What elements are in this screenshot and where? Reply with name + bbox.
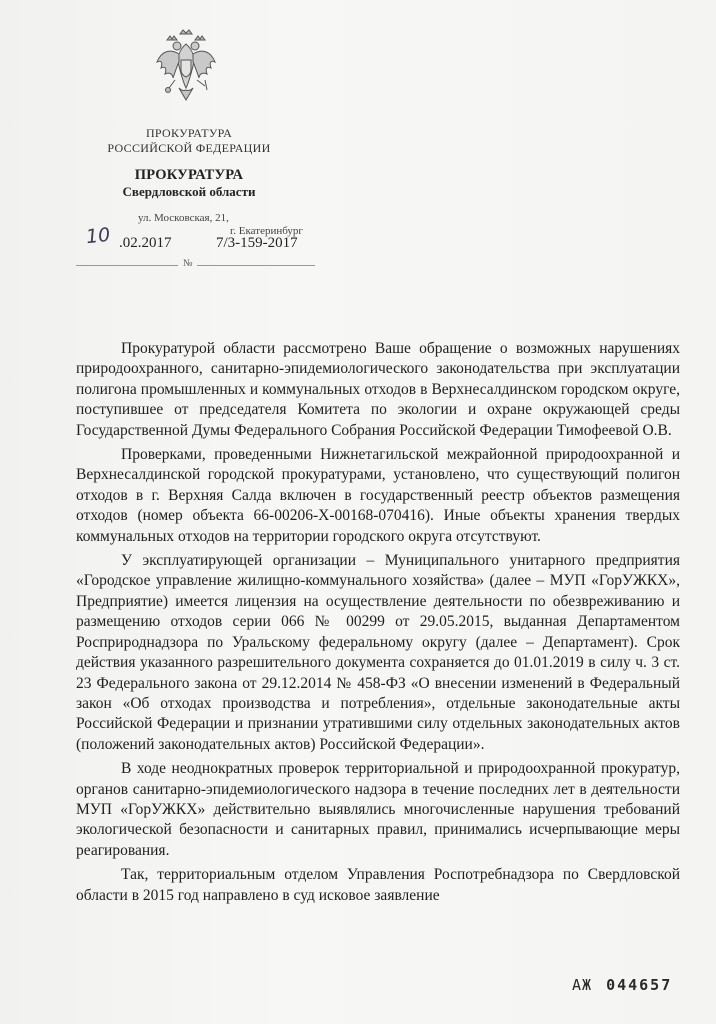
org-name-line1: ПРОКУРАТУРА [145, 126, 233, 140]
number-underline [197, 265, 315, 266]
paragraph: В ходе неоднократных проверок территориальной и природоохранной прокуратур, органов санитарно-эпидемиологического надзора в течение последних лет в деятельности МУП «ГорУЖКХ» действительно выявлялись многочисленные нарушения требований экологической безопасности и санитарных правил, принимались исчерпывающие меры реагирования. [76, 760, 680, 859]
paragraph: Прокуратурой области рассмотрено Ваше обращение о возможных нарушениях природоохранного, санитарно-эпидемиологического законодательства при эксплуатации полигона промышленных и коммунальных отходов в Верхнесалдинском городском округе, поступившее от председателя Комитета по экологии и охране окружающей среды Государственной Думы Федерального Собрания Российской Федерации Тимофеевой О.В. [76, 340, 680, 439]
number-sign: № [183, 258, 193, 269]
registration-number: 7/3-159-2017 [216, 235, 298, 251]
org-name-line2: РОССИЙСКОЙ ФЕДЕРАЦИИ [107, 141, 271, 155]
office-region: Свердловской области [122, 184, 256, 199]
coat-of-arms-emblem [153, 28, 219, 106]
paragraph: Проверками, проведенными Нижнетагильской межрайонной природоохранной и Верхнесалдинской городской прокуратурами, установлено, что существующий полигон отходов в г. Верхняя Салда включен в государственный реестр объектов размещения отходов (номер объекта 66-00206-Х-00168-070416). Иные объекты хранения твердых коммунальных отходов на территории городского округа отсутствуют. [76, 446, 680, 545]
letter-body [76, 339, 680, 910]
document-date: .02.2017 [119, 235, 172, 251]
address-street: ул. Московская, 21, [138, 212, 229, 224]
handwritten-day: 10 [84, 223, 112, 249]
paragraph: У эксплуатирующей организации – Муниципального унитарного предприятия «Городское управление жилищно-коммунального хозяйства» (далее – МУП «ГорУЖКХ», Предприятие) имеется лицензия на осуществление деятельности по обезвреживанию и размещению отходов серии 066 № 00299 от 29.05.2015, выданная Департаментом Росприроднадзора по Уральскому федеральному округу (далее – Департамент). Срок действия указанного разрешительного документа сохраняется до 01.01.2019 в силу ч. 3 ст. 23 Федерального закона от 29.12.2014 № 458-ФЗ «О внесении изменений в Федеральный закон «Об отходах производства и потребления», отдельные законодательные акты Российской Федерации и признании утратившими силу отдельных законодательных актов (положений законодательных актов) Российской Федерации». [76, 552, 680, 753]
address-city: г. Екатеринбург [230, 225, 303, 237]
form-serial [572, 976, 672, 994]
office-title: ПРОКУРАТУРА [134, 167, 244, 183]
form-serial-number: 044657 [606, 976, 673, 994]
letterhead [60, 126, 318, 199]
paragraph: Так, территориальным отделом Управления Роспотребнадзора по Свердловской области в 2015 год направлено в суд исковое заявление [76, 866, 680, 904]
form-series: АЖ [572, 976, 593, 994]
address [138, 212, 303, 237]
date-underline [76, 265, 178, 266]
